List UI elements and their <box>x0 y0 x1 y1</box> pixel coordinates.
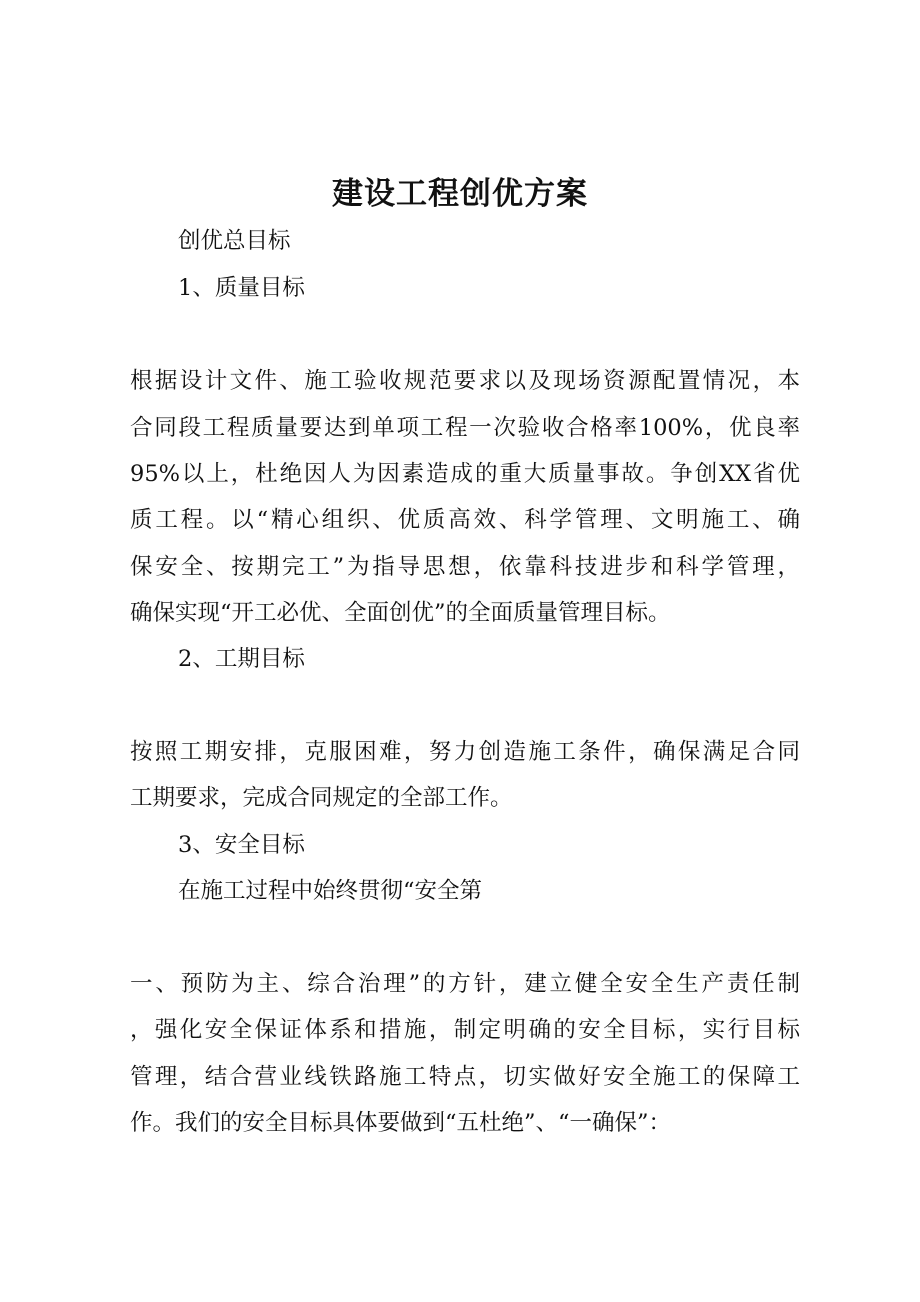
paragraph-line: 工期要求，完成合同规定的全部工作。 <box>130 785 513 811</box>
section-heading-quality-goal: 1、质量目标 <box>178 275 305 301</box>
paragraph-line: ，强化安全保证体系和措施，制定明确的安全目标，实行目标 <box>130 1017 800 1043</box>
paragraph-line: 按照工期安排，克服困难，努力创造施工条件，确保满足合同 <box>130 739 800 765</box>
paragraph-line: 保安全、按期完工”为指导思想，依靠科技进步和科学管理， <box>130 554 800 580</box>
section-heading-safety-goal: 3、安全目标 <box>178 832 305 858</box>
section-heading-schedule-goal: 2、工期目标 <box>178 646 305 672</box>
section-heading-overall-goal: 创优总目标 <box>178 228 291 254</box>
paragraph-line: 一、预防为主、综合治理”的方针，建立健全安全生产责任制 <box>130 971 800 997</box>
paragraph-line: 在施工过程中始终贯彻“安全第 <box>178 878 483 904</box>
paragraph-line: 确保实现“开工必优、全面创优”的全面质量管理目标。 <box>130 600 671 626</box>
paragraph-line: 管理，结合营业线铁路施工特点，切实做好安全施工的保障工 <box>130 1064 800 1090</box>
paragraph-line: 95%以上，杜绝因人为因素造成的重大质量事故。争创XX省优 <box>130 461 800 487</box>
paragraph-line: 根据设计文件、施工验收规范要求以及现场资源配置情况，本 <box>130 368 800 394</box>
document-title: 建设工程创优方案 <box>332 176 588 212</box>
paragraph-line: 质工程。以“精心组织、优质高效、科学管理、文明施工、确 <box>130 507 800 533</box>
paragraph-line: 作。我们的安全目标具体要做到“五杜绝”、“一确保”： <box>130 1110 672 1136</box>
paragraph-line: 合同段工程质量要达到单项工程一次验收合格率100%，优良率 <box>130 415 800 441</box>
